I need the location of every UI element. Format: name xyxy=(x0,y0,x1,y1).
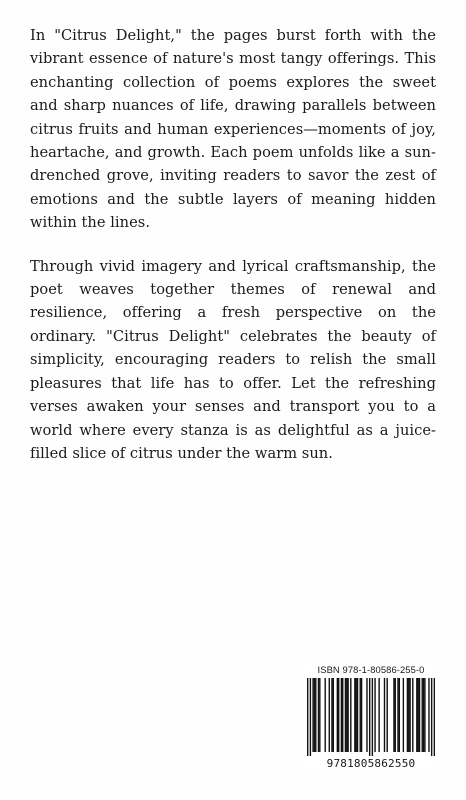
barcode-bar xyxy=(360,678,361,752)
barcode-bar xyxy=(345,678,346,752)
barcode-bar xyxy=(384,678,385,752)
isbn-digits: 9781805862550 xyxy=(326,757,416,770)
barcode-bar xyxy=(338,678,339,752)
barcode-guard-bar xyxy=(369,678,370,756)
blurb-paragraph-2: Through vivid imagery and lyrical craftsmanship, the poet weaves together themes of renewal and resilience, offering a fresh perspective on the ordinary. "Citrus Delight" celebrates the beauty of simplicity, encouraging readers to relish the small pleasures that life has to offer. Let the refreshing verses awaken your senses and transport you to a world where every stanza is as delightful as a juice-filled slice of citrus under the warm sun. xyxy=(30,257,436,462)
barcode-bar xyxy=(416,678,417,752)
barcode-bar xyxy=(314,678,315,752)
barcode-bar xyxy=(329,678,330,752)
barcode-guard-bar xyxy=(310,678,311,756)
barcode-bar xyxy=(419,678,420,752)
barcode-bar xyxy=(397,678,398,752)
barcode-bar xyxy=(407,678,408,752)
barcode-bar xyxy=(350,678,351,752)
barcode-guard-bar xyxy=(434,678,435,756)
barcode-bar xyxy=(409,678,410,752)
barcode-bar xyxy=(356,678,357,752)
back-cover-blurb xyxy=(30,24,436,485)
barcode-bar xyxy=(403,678,404,752)
barcode-bar xyxy=(412,678,413,752)
barcode-bar xyxy=(408,678,409,752)
barcode-bar xyxy=(325,678,326,752)
barcode-bar xyxy=(395,678,396,752)
barcode-bar xyxy=(342,678,343,752)
barcode-bar xyxy=(347,678,348,752)
barcode-bars xyxy=(307,678,435,756)
barcode-guard-bar xyxy=(307,678,308,756)
barcode-bar xyxy=(315,678,316,752)
barcode-bar xyxy=(386,678,387,752)
isbn-barcode xyxy=(304,664,438,774)
barcode-bar xyxy=(378,678,379,752)
barcode-bar xyxy=(341,678,342,752)
barcode-bar xyxy=(357,678,358,752)
barcode-guard-bar xyxy=(372,678,373,756)
blurb-paragraph-1: In "Citrus Delight," the pages burst forth with the vibrant essence of nature's most tangy offerings. This enchanting collection of poems explores the sweet and sharp nuances of life, drawing parallels between citrus fruits and human experiences—moments of joy, heartache, and growth. Each poem unfolds like a sun-drenched grove, inviting readers to savor the zest of emotions and the subtle layers of meaning hidden within the lines. xyxy=(30,27,436,232)
barcode-bar xyxy=(393,678,394,752)
barcode-bar xyxy=(422,678,423,752)
barcode-bar xyxy=(319,678,320,752)
barcode-bar xyxy=(424,678,425,752)
barcode-bar xyxy=(331,678,332,752)
barcode-bar xyxy=(428,678,429,752)
barcode-bar xyxy=(312,678,313,752)
isbn-label: ISBN 978-1-80586-255-0 xyxy=(317,664,425,675)
barcode-bar xyxy=(346,678,347,752)
barcode-bar xyxy=(399,678,400,752)
barcode-bar xyxy=(423,678,424,752)
barcode-bar xyxy=(417,678,418,752)
barcode-bar xyxy=(333,678,334,752)
barcode-bar xyxy=(374,678,375,752)
barcode-bar xyxy=(361,678,362,752)
barcode-guard-bar xyxy=(431,678,432,756)
barcode-bar xyxy=(366,678,367,752)
barcode-bar xyxy=(354,678,355,752)
barcode-bar xyxy=(337,678,338,752)
barcode-bar xyxy=(318,678,319,752)
